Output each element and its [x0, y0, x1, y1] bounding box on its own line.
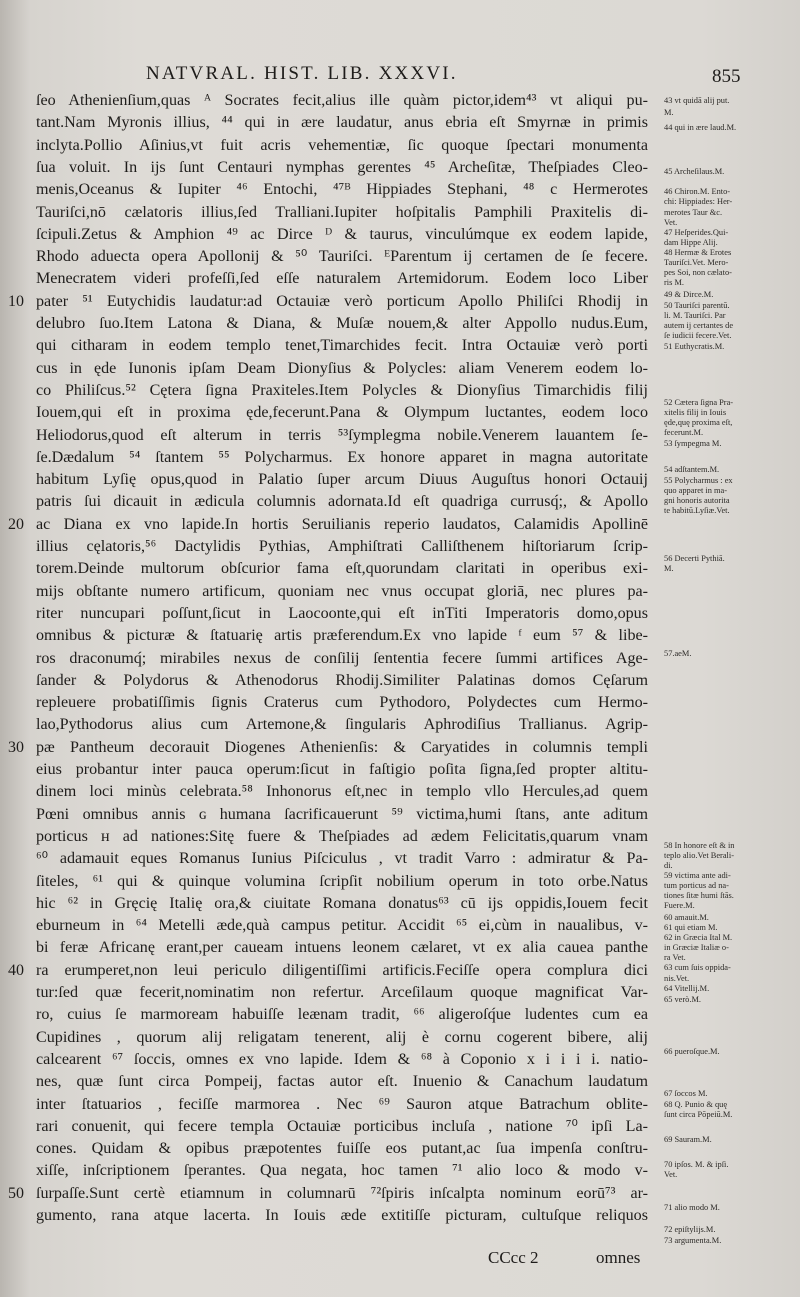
- margin-note: li. M. Tauriſci. Par: [664, 311, 726, 321]
- text-line: Menecratem videri profeſſi,ſed eſſe naturalem Artemidorum. Eodem loco Liber: [36, 270, 648, 288]
- text-line: patris ſui dicauit in ædicula columnis adornata.Id eſt quadriga currusq́;, & Apollo: [36, 493, 648, 511]
- text-line: ſiteles, ⁶¹ qui & quinque volumina ſcripſit nobilium operum in toto orbe.Natus: [36, 872, 648, 890]
- text-line: ſcipuli.Zetus & Amphion ⁴⁹ ac Dirce ᴰ & taurus, vinculúmque ex eodem lapide,: [36, 225, 648, 243]
- text-line: ſeo Athenienſium,quas ᴬ Socrates fecit,alius ille quàm pictor,idem⁴³ vt aliqui pu-: [36, 92, 648, 109]
- text-line: inclyta.Pollio Aſinius,vt fuit acris vehementiæ, ſic quoque ſpectari monumenta: [36, 136, 648, 154]
- text-line: rari conuenit, qui fecere templa Octauiæ porticibus incluſa , natione ⁷⁰ ipſi La-: [36, 1117, 648, 1135]
- text-line: Tauriſci,nō cælatoris illius,ſed Tralliani.Iupiter hoſpitalis Pamphili Praxitelis di-: [36, 203, 648, 221]
- text-line: eburneum in ⁶⁴ Metelli æde,quà campus petitur. Accidit ⁶⁵ ei,cùm in naualibus, v-: [36, 917, 648, 935]
- text-line: ro, cuius ſe marmoream habuiſſe leænam tradit, ⁶⁶ aligeroſq́ue ludentes cum ea: [36, 1006, 648, 1024]
- line-number: 50: [8, 1184, 24, 1202]
- margin-note: 67 ſoccos M.: [664, 1089, 708, 1099]
- margin-note: 57.aeM.: [664, 649, 692, 659]
- margin-note: 68 Q. Punio & quę: [664, 1099, 728, 1109]
- text-line: pater ⁵¹ Eutychidis laudatur:ad Octauiæ verò porticum Apollo Philiſci Rhodij in: [36, 292, 648, 310]
- text-line: ſurpaſſe.Sunt certè etiamnum in columnarū ⁷²ſpiris inſcalpta nominum eorū⁷³ ar-: [36, 1184, 648, 1202]
- margin-note: Fuere.M.: [664, 901, 695, 911]
- margin-note: M.: [664, 564, 674, 574]
- catchword: omnes: [596, 1248, 641, 1267]
- margin-note: 50 Tauriſci parentū.: [664, 301, 730, 311]
- margin-note: xitelis filij in Iouis: [664, 408, 727, 418]
- margin-note: teplo alio.Vet Berali-: [664, 850, 734, 860]
- margin-note: 43 vt quidā alij put.: [664, 96, 730, 105]
- text-line: nes, quæ ſunt circa Pompeij, factas autor eſt. Inuenio & Canachum laudatum: [36, 1073, 648, 1091]
- text-line: calcearent ⁶⁷ ſoccis, omnes ex vno lapide. Idem & ⁶⁸ à Coponio x i i i i. natio-: [36, 1050, 648, 1068]
- margin-note: 44 qui in ære laud.M.: [664, 122, 737, 132]
- line-number: 30: [8, 738, 24, 756]
- margin-note: 63 cum ſuis oppida-: [664, 963, 731, 973]
- margin-note: ſunt circa Pōpeiū.M.: [664, 1109, 733, 1119]
- margin-note: tum porticus ad na-: [664, 880, 729, 890]
- text-line: ac Diana ex vno lapide.In hortis Seruilianis reperio laudatos, Calamidis Apollinē: [36, 515, 648, 533]
- text-line: mijs obſtante numero artificum, quoniam nec vnus occupat gloriā, nec plures pa-: [36, 582, 648, 600]
- text-line: dinem loci minùs celebrata.⁵⁸ Inhonorus eſt,nec in templo vllo Hercules,ad quem: [36, 783, 648, 801]
- text-line: delubro ſuo.Item Latona & Diana, & Muſæ nouem,& alter Appollo nudus.Eum,: [36, 315, 648, 332]
- text-line: ſander & Polydorus & Athenodorus Rhodij.Similiter Palatinas domos Cęſarum: [36, 671, 648, 689]
- margin-note: gni honoris autorita: [664, 496, 730, 506]
- text-line: riter nuncupari poſſunt,ſicut in Laocoonte,qui eſt inTiti Imperatoris domo,opus: [36, 604, 648, 622]
- margin-note: 71 alio modo M.: [664, 1203, 720, 1213]
- text-line: cones. Quidam & opibus præpotentes fuiſſe eos putant,ac ſua impenſa conſtru-: [36, 1140, 648, 1158]
- margin-note: 51 Euthycratis.M.: [664, 342, 725, 352]
- text-line: ⁶⁰ adamauit eques Romanus Iunius Piſciculus , vt tradit Varro : admiratur & Pa-: [36, 850, 648, 868]
- margin-note: te habitū.Lyſiæ.Vet.: [664, 506, 730, 516]
- text-line: lao,Pythodorus alius cum Artemone,& ſingularis Aphrodiſius Trallianus. Agrip-: [36, 716, 648, 734]
- margin-note: ra Vet.: [664, 953, 686, 963]
- text-line: repleuere probatiſſimis ſignis Craterus cum Pythodoro, Polydectes cum Hermo-: [36, 694, 648, 712]
- text-line: qui citharam in eodem templo tenet,Timarchides fecit. Intra Octauiæ verò porti: [36, 337, 648, 355]
- line-number: 10: [8, 292, 24, 310]
- margin-note: 58 In honore eſt & in: [664, 840, 735, 850]
- text-line: illius cęlatoris,⁵⁶ Dactylidis Pythias, Amphiſtrati Calliſthenem hiſtoriarum ſcrip-: [36, 538, 648, 555]
- margin-note: tiones ſitæ humi ſtās.: [664, 890, 734, 900]
- text-line: habitum Lyſię opus,quod in Palatio ſuper arcum Diuus Auguſtus honori Octauij: [36, 471, 648, 489]
- margin-note: in Græciæ Italiæ o-: [664, 943, 729, 953]
- margin-note: M.: [664, 108, 674, 118]
- text-line: gumento, rana atque lacerta. In Iouis æde extitiſſe picturam, cultuſque reliquos: [36, 1207, 648, 1224]
- margin-note: 45 Archeſilaus.M.: [664, 167, 725, 177]
- margin-note: 72 epiſtylijs.M.: [664, 1225, 716, 1235]
- margin-note: 48 Hermæ & Erotes: [664, 247, 732, 257]
- margin-note: fecerunt.M.: [664, 428, 704, 438]
- text-line: eius probantur inter pauca operum:ſicut in faſtigio poſita ſigna,ſed propter altitu-: [36, 761, 648, 778]
- text-line: pæ Pantheum decorauit Diogenes Athenienſis: & Caryatides in columnis templi: [36, 738, 648, 756]
- margin-note: dam Hippe Alij.: [664, 237, 718, 247]
- margin-note: 60 amauit.M.: [664, 913, 709, 923]
- margin-note: 73 argumenta.M.: [664, 1235, 722, 1245]
- margin-note: 47 Heſperides.Qui-: [664, 227, 729, 237]
- margin-note: ris M.: [664, 277, 685, 287]
- margin-note: 64 Vitellij.M.: [664, 983, 710, 993]
- margin-note: Vet.: [664, 1169, 678, 1179]
- margin-note: ſe iudicii fecere.Vet.: [664, 331, 732, 341]
- text-line: hic ⁶² in Gręcię Italię ora,& ciuitate Romana donatus⁶³ cū ijs oppidis,Iouem fecit: [36, 894, 648, 912]
- text-line: omnibus & picturæ & ſtatuarię artis præferendum.Ex vno lapide ᶠ eum ⁵⁷ & libe-: [36, 627, 648, 645]
- margin-note: 62 in Græcia Ital M.: [664, 933, 733, 943]
- margin-note: ęde,quę proxima eſt,: [664, 418, 733, 428]
- text-line: xiſſe, inſcriptionem ſperantes. Qua negata, hoc tamen ⁷¹ alio loco & modo v-: [36, 1162, 648, 1180]
- text-line: co Philiſcus.⁵² Cętera ſigna Praxiteles.Item Polycles & Dionyſius Timarchidis filij: [36, 381, 648, 399]
- text-line: menis,Oceanus & Iupiter ⁴⁶ Entochi, ⁴⁷ᴮ Hippiades Stephani, ⁴⁸ c Hermerotes: [36, 181, 648, 199]
- margin-note: 54 adſtantem.M.: [664, 465, 720, 475]
- line-number: 40: [8, 961, 24, 979]
- margin-note: 46 Chiron.M. Ento-: [664, 187, 731, 197]
- text-line: ſua voluit. In ijs ſunt Centauri nymphas gerentes ⁴⁵ Archeſitæ, Theſpiades Cleo-: [36, 158, 648, 176]
- text-line: cus in ęde Iunonis ipſam Deam Dionyſius & Polycles: aliam Venerem eodem lo-: [36, 359, 648, 377]
- text-line: ſe.Dædalum ⁵⁴ ſtantem ⁵⁵ Polycharmus. Ex honore apparet in magna autoritate: [36, 448, 648, 466]
- text-line: torem.Deinde multorum obſcurior fama eſt,quorundam claritati in operibus exi-: [36, 560, 648, 578]
- margin-note: pes Soi, non cælato-: [664, 267, 732, 277]
- margin-note: Vet.: [664, 217, 678, 227]
- margin-note: Tauriſci.Vet. Mero-: [664, 257, 729, 267]
- text-line: Heliodorus,quod eſt alterum in terris ⁵³ſymplegma nobile.Venerem lauantem ſe-: [36, 426, 648, 444]
- margin-note: 61 qui etiam M.: [664, 923, 718, 933]
- text-line: tant.Nam Myronis illius, ⁴⁴ qui in ære laudatur, anus ebria eſt Smyrnæ in primis: [36, 114, 648, 132]
- margin-note: 56 Decerti Pythiā.: [664, 554, 725, 564]
- line-number: 20: [8, 515, 24, 533]
- margin-note: 53 ſympegma M.: [664, 439, 722, 449]
- margin-note: nis.Vet.: [664, 973, 690, 983]
- margin-note: 52 Cætera ſigna Pra-: [664, 398, 734, 408]
- running-title: NATVRAL. HIST. LIB. XXXVI.: [146, 63, 458, 84]
- margin-note: 69 Sauram.M.: [664, 1135, 712, 1145]
- margin-note: 66 pueroſque.M.: [664, 1047, 720, 1057]
- text-line: bi feræ Africanę erant,per caueam intuens leonem cælaret, vt ex alia cauea panthe: [36, 939, 648, 957]
- margin-note: autem ij certantes de: [664, 321, 734, 331]
- text-line: ros draconumq́; mirabiles nexus de conſilij ſententia fecere ſummi artifices Age-: [36, 649, 648, 667]
- margin-note: di.: [664, 860, 673, 870]
- margin-note: chi: Hippiades: Her-: [664, 197, 733, 207]
- text-line: tur:ſed quæ fecerit,nominatim non refertur. Arceſilaum quoque magnificat Var-: [36, 984, 648, 1001]
- margin-note: 49 & Dirce.M.: [664, 290, 714, 299]
- text-line: Iouem,qui eſt in proxima ęde,fecerunt.Pana & Olympum luctantes, eodem loco: [36, 404, 648, 422]
- page-number: 855: [712, 66, 741, 87]
- text-line: ra erumperet,non leui periculo diligentiſſimi artificis.Feciſſe opera complura dici: [36, 961, 648, 979]
- text-line: Pœni omnibus annis ɢ humana ſacrificauerunt ⁵⁹ victima,humi ſtans, ante aditum: [36, 805, 648, 823]
- text-line: Rhodo aduecta opera Apollonij & ⁵⁰ Tauriſci. ᴱParentum ij certamen de ſe fecere.: [36, 248, 648, 266]
- signature-mark: CCcc 2: [488, 1248, 539, 1267]
- text-line: porticus ʜ ad nationes:Sitę fuere & Theſpiades ad ædem Felicitatis,quarum vnam: [36, 827, 648, 845]
- margin-note: quo apparet in ma-: [664, 486, 728, 496]
- margin-note: 65 verò.M.: [664, 994, 701, 1004]
- text-line: inter ſtatuarios , feciſſe marmorea . Nec ⁶⁹ Sauron atque Batrachum oblite-: [36, 1095, 648, 1113]
- margin-note: 70 ipſos. M. & ipſi.: [664, 1159, 729, 1169]
- text-line: Cupidines , quorum alij religatam tenerent, alij è cornu cogerent bibere, alij: [36, 1028, 648, 1046]
- margin-note: 55 Polycharmus : ex: [664, 476, 733, 486]
- margin-note: 59 victima ante adi-: [664, 870, 731, 880]
- margin-note: merotes Taur &c.: [664, 207, 723, 217]
